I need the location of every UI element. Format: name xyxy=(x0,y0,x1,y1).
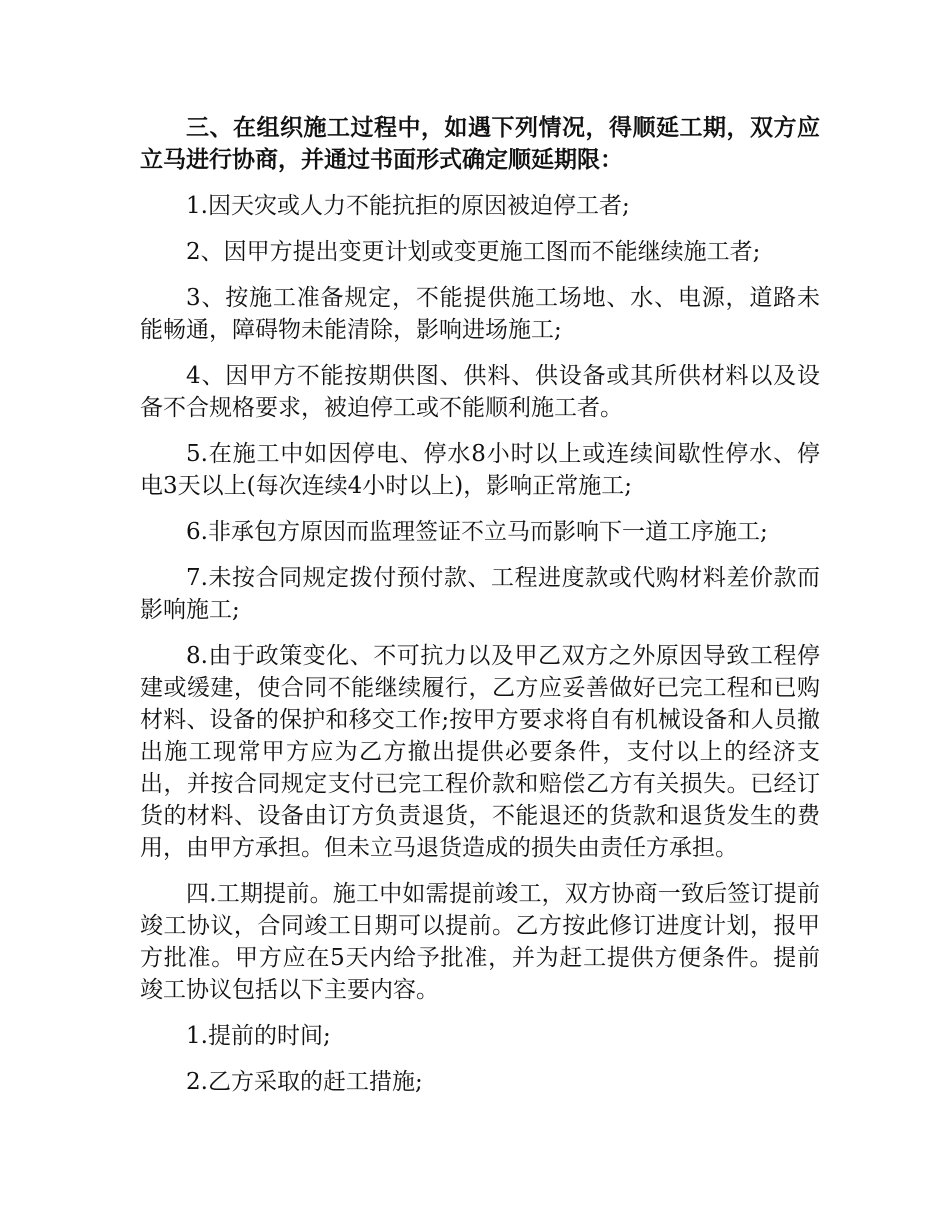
list-item-3: 3、按施工准备规定，不能提供施工场地、水、电源，道路未能畅通，障碍物未能清除，影响进场施工; xyxy=(140,285,820,343)
list-item-2: 2、因甲方提出变更计划或变更施工图而不能继续施工者; xyxy=(186,239,761,265)
sub-item-2: 2.乙方采取的赶工措施; xyxy=(186,1069,423,1095)
list-item-5: 5.在施工中如因停电、停水8小时以上或连续间歇性停水、停电3天以上(每次连续4小时以上)，影响正常施工; xyxy=(140,441,820,499)
list-item-1: 1.因天灾或人力不能抗拒的原因被迫停工者; xyxy=(186,193,630,219)
document-body xyxy=(140,112,820,1112)
sub-item-1: 1.提前的时间; xyxy=(186,1023,331,1049)
list-item-6: 6.非承包方原因而监理签证不立马而影响下一道工序施工; xyxy=(186,519,768,545)
list-item-8: 8.由于政策变化、不可抗力以及甲乙双方之外原因导致工程停建或缓建，使合同不能继续履行，乙方应妥善做好已完工程和已购材料、设备的保护和移交工作;按甲方要求将自有机械设备和人员撤出施工现常甲方应为乙方撤出提供必要条件，支付以上的经济支出，并按合同规定支付已完工程价款和赔偿乙方有关损失。已经订货的材料、设备由订方负责退货，不能退还的货款和退货发生的费用，由甲方承担。但未立马退货造成的损失由责任方承担。 xyxy=(140,643,820,861)
list-item-4: 4、因甲方不能按期供图、供料、供设备或其所供材料以及设备不合规格要求，被迫停工或不能顺利施工者。 xyxy=(140,363,820,421)
section-four-paragraph: 四.工期提前。施工中如需提前竣工，双方协商一致后签订提前竣工协议，合同竣工日期可以提前。乙方按此修订进度计划，报甲方批准。甲方应在5天内给予批准，并为赶工提供方便条件。提前竣工协议包括以下主要内容。 xyxy=(140,881,820,1003)
section-heading-three: 三、在组织施工过程中，如遇下列情况，得顺延工期，双方应立马进行协商，并通过书面形式确定顺延期限： xyxy=(140,115,820,173)
list-item-7: 7.未按合同规定拨付预付款、工程进度款或代购材料差价款而影响施工; xyxy=(140,565,820,623)
